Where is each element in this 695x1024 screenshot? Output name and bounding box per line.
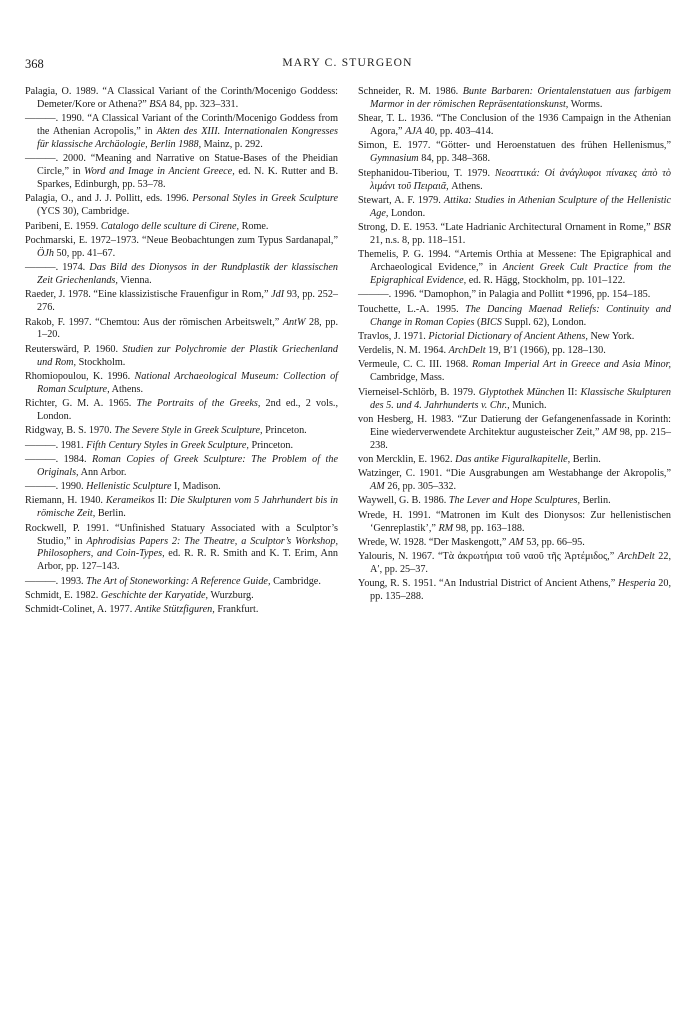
entry-italic-text: Studien zur Polychromie der Plastik Griechenland und Rom, — [37, 343, 338, 368]
entry-text: ———. 1984. — [25, 453, 93, 465]
bibliography-entry — [25, 235, 338, 261]
entry-text: Yalouris, N. 1967. “Τὰ ἀκρωτήρια τοῦ ναοῦ τῆς Ἀρτέμιδος,” — [358, 551, 618, 563]
entry-text: ed. R. Hägg, Stockholm, pp. 101–122. — [466, 275, 626, 287]
entry-text: Travlos, J. 1971. — [358, 330, 429, 342]
entry-text: Berlin. — [580, 495, 611, 507]
entry-italic-text: Das antike Figuralkapitelle, — [455, 453, 571, 465]
entry-italic-text: BSR — [653, 222, 671, 234]
entry-text: ———. 2000. “Meaning and Narrative on Statue-Bases of the Pheidian Circle,” in — [25, 153, 338, 178]
entry-text: 2nd ed., 2 vols., London. — [37, 398, 338, 423]
entry-text: 26, pp. 305–332. — [384, 481, 457, 493]
entry-text: Stockholm. — [76, 356, 126, 368]
entry-italic-text: Ancient Greek Cult Practice from the Epigraphical Evidence, — [370, 262, 671, 287]
entry-italic-text: JdI — [271, 289, 285, 301]
entry-text: Schmidt-Colinet, A. 1977. — [25, 604, 135, 616]
entry-text: ———. 1974. — [25, 262, 90, 274]
entry-text: Princeton. — [262, 425, 307, 437]
running-head: MARY C. STURGEON — [282, 57, 413, 69]
entry-italic-text: Word and Image in Ancient Greece, — [84, 166, 235, 178]
entry-text: 50, pp. 41–67. — [53, 247, 116, 259]
entry-italic-text: The Portraits of the Greeks, — [136, 398, 261, 410]
entry-text: 84, pp. 323–331. — [166, 98, 239, 110]
entry-italic-text: The Art of Stoneworking: A Reference Guide, — [86, 575, 271, 587]
entry-italic-text: AntW — [282, 316, 306, 328]
entry-text: ( — [474, 316, 481, 328]
entry-text: Athens. — [109, 383, 144, 395]
entry-italic-text: Hellenistic Sculpture — [86, 481, 172, 493]
entry-text: II: — [154, 495, 170, 507]
bibliography-entry — [25, 604, 338, 617]
entry-italic-text: ArchDelt — [448, 345, 486, 357]
entry-italic-text: Attika: Studies in Athenian Sculpture of the Hellenistic Age, — [370, 194, 672, 219]
entry-text: Frankfurt. — [214, 604, 259, 616]
bibliography-entry — [358, 249, 671, 288]
entry-italic-text: Klassische Skulpturen des 5. und 4. Jahrhunderts v. Chr., — [370, 386, 671, 411]
entry-text: 22, Aʹ, pp. 25–37. — [370, 551, 671, 576]
entry-text: Verdelis, N. M. 1964. — [358, 345, 449, 357]
entry-italic-text: Die Skulpturen vom 5 Jahrhundert bis in römische Zeit, — [37, 495, 338, 520]
entry-text: Wrede, W. 1928. “Der Maskengott,” — [358, 536, 509, 548]
bibliography-entry — [358, 468, 671, 494]
entry-italic-text: AM — [508, 536, 524, 548]
bibliography-right-column — [358, 86, 671, 606]
entry-text: Athens. — [448, 180, 483, 192]
bibliography-entry — [358, 345, 671, 358]
entry-italic-text: ÖJh — [37, 247, 54, 259]
entry-text: Schmidt, E. 1982. — [25, 589, 101, 601]
entry-italic-text: Aphrodisias Papers 2: The Theatre, a Sculptor’s Workshop, Philosophers, and Coin-Types, — [37, 535, 338, 560]
entry-text: 21, n.s. 8, pp. 118–151. — [370, 234, 466, 246]
bibliography-entry — [358, 537, 671, 550]
entry-text: Suppl. 62), London. — [501, 316, 587, 328]
entry-text: New York. — [587, 330, 635, 342]
entry-italic-text: Glyptothek München — [478, 386, 565, 398]
entry-text: ———. 1993. — [25, 575, 87, 587]
entry-text: Berlin. — [570, 453, 601, 465]
entry-text: Wrede, H. 1991. “Matronen im Kult des Dionysos: Zur hellenistischen ‘Genreplastik’,” — [358, 509, 671, 534]
entry-text: ———. 1990. “A Classical Variant of the Corinth/Mocenigo Goddess from the Athenian Acropolis,” in — [25, 113, 338, 138]
bibliography-entry — [25, 398, 338, 424]
bibliography-entry — [358, 551, 671, 577]
bibliography-entry — [358, 168, 671, 194]
entry-text: Stephanidou-Tiberiou, T. 1979. — [358, 167, 495, 179]
bibliography-entry — [358, 86, 671, 112]
entry-text: 40, pp. 403–414. — [422, 126, 494, 138]
entry-text: (YCS 30), Cambridge. — [37, 206, 130, 218]
entry-text: 53, pp. 66–95. — [523, 536, 585, 548]
entry-italic-text: Roman Imperial Art in Greece and Asia Minor, — [471, 359, 671, 371]
entry-text: 19, Bʹ1 (1966), pp. 128–130. — [485, 345, 606, 357]
bibliography-entry — [358, 495, 671, 508]
entry-text: 98, pp. 215–238. — [370, 426, 671, 451]
bibliography-entry — [25, 523, 338, 575]
bibliography-entry — [358, 195, 671, 221]
entry-text: Rhomiopoulou, K. 1996. — [25, 370, 135, 382]
entry-text: Vienna. — [117, 275, 152, 287]
entry-italic-text: The Severe Style in Greek Sculpture, — [114, 425, 263, 437]
bibliography-entry — [358, 510, 671, 536]
entry-italic-text: Νεοαττικά: Οἱ ἀνάγλυφοι πίνακες ἀπὸ τὸ λιμάνι τοῦ Πειραιᾶ, — [370, 167, 671, 192]
bibliography-entry — [358, 222, 671, 248]
entry-italic-text: National Archaeological Museum: Collection of Roman Sculpture, — [37, 370, 338, 395]
bibliography-entry — [25, 344, 338, 370]
entry-text: Palagia, O. 1989. “A Classical Variant of the Corinth/Mocenigo Goddess: Demeter/Kore or Athena?” — [25, 86, 338, 110]
entry-text: I, Madison. — [171, 481, 221, 493]
entry-text: Princeton. — [248, 439, 294, 451]
entry-italic-text: Antike Stützfiguren, — [134, 604, 215, 616]
entry-text: ed. N. K. Rutter and B. Sparkes, Edinburgh, pp. 53–78. — [37, 166, 338, 191]
entry-text: Themelis, P. G. 1994. “Artemis Orthia at Messene: The Epigraphical and Archaeological Evidence,” in — [358, 249, 671, 274]
entry-text: Vermeule, C. C. III. 1968. — [358, 359, 472, 371]
entry-text: Riemann, H. 1940. — [25, 495, 106, 507]
bibliography-entry — [25, 153, 338, 192]
bibliography-entry — [25, 481, 338, 494]
bibliography-entry — [25, 193, 338, 219]
entry-text: Paribeni, E. 1959. — [25, 220, 101, 232]
entry-text: Simon, E. 1977. “Götter- und Heroenstatuen des frühen Hellenismus,” — [358, 140, 671, 152]
bibliography-entry — [358, 454, 671, 467]
bibliography-entry — [25, 86, 338, 112]
entry-text: Munich. — [509, 399, 547, 411]
entry-text: Wurzburg. — [208, 589, 254, 601]
bibliography-entry — [25, 440, 338, 453]
entry-italic-text: BICS — [480, 316, 502, 328]
entry-italic-text: Das Bild des Dionysos in der Rundplastik der klassischen Zeit Griechenlands, — [37, 262, 339, 287]
entry-text: Cambridge, Mass. — [370, 372, 445, 384]
entry-text: Waywell, G. B. 1986. — [358, 495, 449, 507]
bibliography-entry — [25, 221, 338, 234]
entry-italic-text: The Lever and Hope Sculptures, — [448, 495, 581, 507]
entry-text: ed. R. R. R. Smith and K. T. Erim, Ann Arbor, pp. 127–143. — [37, 548, 339, 573]
bibliography-entry — [358, 140, 671, 166]
bibliography-entry — [25, 425, 338, 438]
entry-text: Berlin. — [95, 508, 126, 520]
entry-text: 20, pp. 135–288. — [370, 578, 671, 603]
bibliography-entry — [358, 331, 671, 344]
entry-text: Cambridge. — [270, 575, 321, 587]
entry-italic-text: RM — [438, 522, 454, 534]
entry-text: 93, pp. 252–276. — [37, 289, 339, 314]
bibliography-left-column — [25, 86, 338, 619]
entry-text: Schneider, R. M. 1986. — [358, 86, 463, 97]
bibliography-entry — [25, 371, 338, 397]
entry-text: Palagia, O., and J. J. Pollitt, eds. 1996. — [25, 193, 193, 205]
entry-text: ———. 1996. “Damophon,” in Palagia and Pollitt *1996, pp. 154–185. — [358, 289, 651, 301]
page-number: 368 — [25, 57, 44, 71]
entry-text: ———. 1990. — [25, 481, 87, 493]
entry-text: Strong, D. E. 1953. “Late Hadrianic Architectural Ornament in Rome,” — [358, 222, 654, 234]
entry-text: Raeder, J. 1978. “Eine klassizistische Frauenfigur in Rom,” — [25, 289, 272, 301]
entry-italic-text: AM — [602, 426, 617, 438]
entry-italic-text: Personal Styles in Greek Sculpture — [192, 193, 338, 205]
entry-text: London. — [388, 207, 426, 219]
entry-italic-text: Gymnasium — [370, 153, 419, 165]
entry-italic-text: AJA — [405, 126, 423, 138]
entry-italic-text: AM — [370, 481, 385, 493]
entry-italic-text: Kerameikos — [105, 495, 155, 507]
bibliography-entry — [25, 289, 338, 315]
entry-text: Watzinger, C. 1901. “Die Ausgrabungen am Westabhange der Akropolis,” — [358, 468, 671, 480]
entry-italic-text: Hesperia — [618, 578, 656, 590]
entry-text: 28, pp. 1–20. — [37, 316, 338, 341]
entry-italic-text: Fifth Century Styles in Greek Sculpture, — [86, 439, 249, 451]
bibliography-entry — [25, 113, 338, 152]
entry-text: Pochmarski, E. 1972–1973. “Neue Beobachtungen zum Typus Sardanapal,” — [25, 234, 338, 246]
entry-text: 98, pp. 163–188. — [453, 522, 525, 534]
entry-text: Richter, G. M. A. 1965. — [25, 398, 137, 410]
bibliography-entry — [25, 262, 338, 288]
entry-text: Vierneisel-Schlörb, B. 1979. — [358, 386, 479, 398]
entry-text: Reuterswärd, P. 1960. — [25, 343, 123, 355]
entry-text: II: — [564, 386, 581, 398]
bibliography-entry — [358, 304, 671, 330]
entry-text: von Hesberg, H. 1983. “Zur Datierung der Gefangenenfassade in Korinth: Eine wiederverwendete Architektur augusteischer Zeit,” — [358, 413, 671, 438]
entry-italic-text: ArchDelt — [617, 551, 655, 563]
bibliography-entry — [358, 387, 671, 413]
entry-italic-text: Catalogo delle sculture di Cirene, — [100, 220, 240, 232]
bibliography-entry — [358, 359, 671, 385]
entry-text: Worms. — [568, 98, 603, 110]
bibliography-entry — [25, 454, 338, 480]
entry-italic-text: Roman Copies of Greek Sculpture: The Problem of the Originals, — [37, 453, 339, 478]
bibliography-entry — [358, 113, 671, 139]
bibliography-entry — [358, 289, 671, 302]
entry-text: Stewart, A. F. 1979. — [358, 194, 444, 206]
entry-text: ———. 1981. — [25, 439, 87, 451]
entry-italic-text: Geschichte der Karyatide, — [100, 589, 209, 601]
entry-text: Rome. — [239, 220, 269, 232]
bibliography-entry — [358, 414, 671, 453]
entry-italic-text: The Dancing Maenad Reliefs: Continuity and Change in Roman Copies — [370, 303, 671, 328]
entry-italic-text: Akten des XIII. Internationalen Kongresses für klassische Archäologie, Berlin 1988, — [37, 126, 338, 151]
entry-italic-text: BSA — [149, 98, 167, 110]
entry-text: Ann Arbor. — [78, 466, 127, 478]
bibliography-entry — [25, 576, 338, 589]
bibliography-entry — [25, 317, 338, 343]
entry-text: Rakob, F. 1997. “Chemtou: Aus der römischen Arbeitswelt,” — [25, 316, 283, 328]
entry-text: Shear, T. L. 1936. “The Conclusion of the 1936 Campaign in the Athenian Agora,” — [358, 113, 671, 138]
entry-text: Ridgway, B. S. 1970. — [25, 425, 115, 437]
entry-text: Rockwell, P. 1991. “Unfinished Statuary Associated with a Sculptor’s Studio,” in — [25, 522, 338, 547]
entry-text: Mainz, p. 292. — [201, 139, 263, 151]
entry-text: Touchette, L.-A. 1995. — [358, 303, 466, 315]
entry-text: von Mercklin, E. 1962. — [358, 453, 456, 465]
entry-italic-text: Bunte Barbaren: Orientalenstatuen aus farbigem Marmor in der römischen Repräsentationskunst, — [370, 86, 671, 110]
entry-italic-text: Pictorial Dictionary of Ancient Athens, — [428, 330, 588, 342]
entry-text: 84, pp. 348–368. — [418, 153, 490, 165]
bibliography-entry — [25, 495, 338, 521]
entry-text: Young, R. S. 1951. “An Industrial District of Ancient Athens,” — [358, 578, 619, 590]
bibliography-entry — [358, 578, 671, 604]
bibliography-entry — [25, 590, 338, 603]
